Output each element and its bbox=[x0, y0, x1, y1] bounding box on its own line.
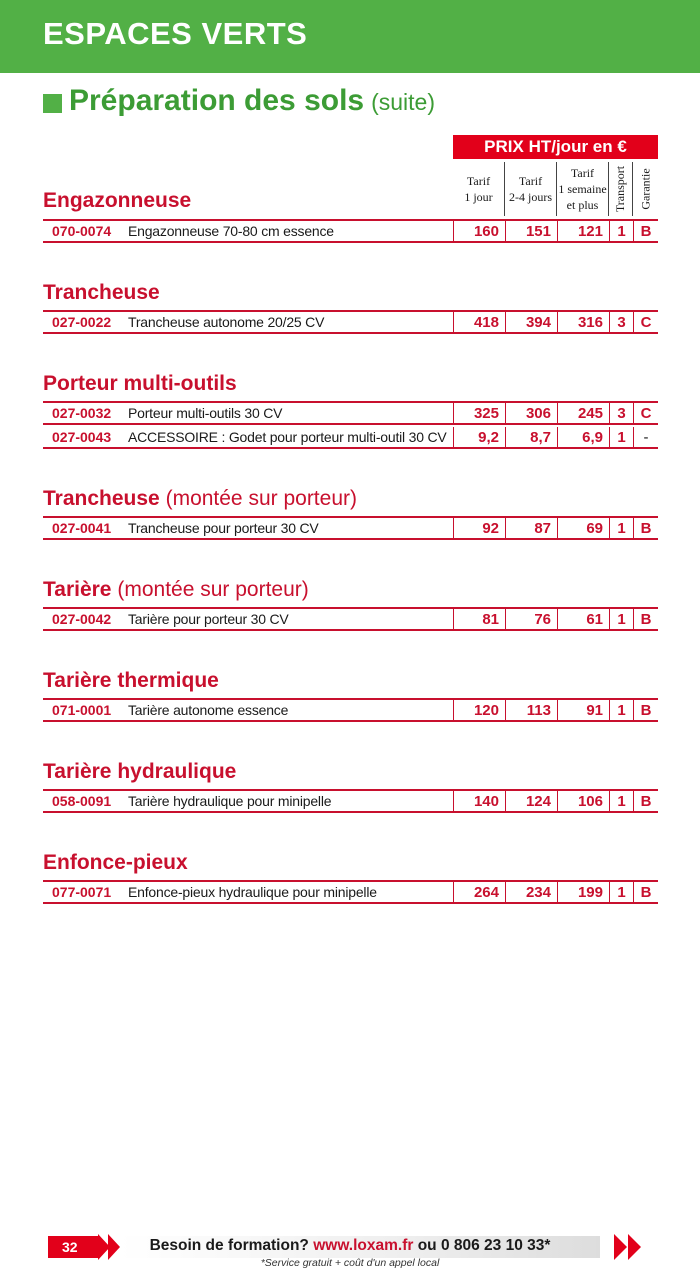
category-title bbox=[43, 669, 219, 693]
category-name: Tarière bbox=[43, 578, 112, 601]
col-transport-label: Transport bbox=[613, 165, 628, 213]
category-subtitle: (montée sur porteur) bbox=[117, 578, 309, 601]
col-tarif-semaine: Tarif 1 semaine et plus bbox=[557, 162, 609, 216]
product-code: 070-0074 bbox=[52, 223, 112, 239]
section-title bbox=[43, 84, 435, 118]
section-subtitle: (suite) bbox=[371, 89, 436, 115]
product-code: 027-0041 bbox=[52, 520, 112, 536]
garantie-value: B bbox=[633, 791, 658, 811]
transport-value: 1 bbox=[609, 427, 633, 447]
price-1-day: 140 bbox=[453, 791, 505, 811]
table-row bbox=[43, 427, 658, 449]
price-1-day: 418 bbox=[453, 312, 505, 332]
table-row bbox=[43, 516, 658, 540]
header-banner bbox=[0, 0, 700, 73]
garantie-value: B bbox=[633, 518, 658, 538]
garantie-value: C bbox=[633, 312, 658, 332]
garantie-value: B bbox=[633, 882, 658, 902]
col-garantie bbox=[633, 162, 658, 216]
section-main-title: Préparation des sols bbox=[69, 84, 365, 117]
table-row bbox=[43, 607, 658, 631]
transport-value: 1 bbox=[609, 700, 633, 720]
price-1-day: 264 bbox=[453, 882, 505, 902]
category-name: Enfonce-pieux bbox=[43, 851, 188, 874]
price-week: 6,9 bbox=[557, 427, 609, 447]
footer-phone: ou 0 806 23 10 33* bbox=[417, 1237, 551, 1254]
product-description: Tarière hydraulique pour minipelle bbox=[128, 793, 332, 809]
product-code: 071-0001 bbox=[52, 702, 112, 718]
product-description: Tarière autonome essence bbox=[128, 702, 289, 718]
product-description: Enfonce-pieux hydraulique pour minipelle bbox=[128, 884, 377, 900]
transport-value: 1 bbox=[609, 609, 633, 629]
category-title bbox=[43, 851, 188, 875]
price-2-4-days: 76 bbox=[505, 609, 557, 629]
price-2-4-days: 124 bbox=[505, 791, 557, 811]
page-number: 32 bbox=[48, 1236, 98, 1258]
price-2-4-days: 306 bbox=[505, 403, 557, 423]
product-code: 027-0032 bbox=[52, 405, 112, 421]
price-1-day: 92 bbox=[453, 518, 505, 538]
price-2-4-days: 234 bbox=[505, 882, 557, 902]
category-title bbox=[43, 372, 237, 396]
category-name: Porteur multi-outils bbox=[43, 372, 237, 395]
price-week: 106 bbox=[557, 791, 609, 811]
price-2-4-days: 113 bbox=[505, 700, 557, 720]
transport-value: 1 bbox=[609, 221, 633, 241]
table-row bbox=[43, 310, 658, 334]
category-name: Engazonneuse bbox=[43, 189, 192, 212]
table-row bbox=[43, 789, 658, 813]
table-row bbox=[43, 219, 658, 243]
price-2-4-days: 8,7 bbox=[505, 427, 557, 447]
price-1-day: 9,2 bbox=[453, 427, 505, 447]
category-name: Trancheuse bbox=[43, 281, 160, 304]
transport-value: 3 bbox=[609, 312, 633, 332]
product-code: 027-0022 bbox=[52, 314, 112, 330]
category-name: Tarière thermique bbox=[43, 669, 219, 692]
category-subtitle: (montée sur porteur) bbox=[165, 487, 357, 510]
price-1-day: 160 bbox=[453, 221, 505, 241]
category-title bbox=[43, 281, 160, 305]
transport-value: 1 bbox=[609, 518, 633, 538]
product-description: Porteur multi-outils 30 CV bbox=[128, 405, 283, 421]
garantie-value: B bbox=[633, 700, 658, 720]
price-week: 91 bbox=[557, 700, 609, 720]
product-description: ACCESSOIRE : Godet pour porteur multi-outil 30 CV bbox=[128, 429, 447, 445]
category-title bbox=[43, 760, 236, 784]
footer-note: *Service gratuit + coût d'un appel local bbox=[260, 1257, 440, 1269]
product-description: Tarière pour porteur 30 CV bbox=[128, 611, 289, 627]
category-name: Trancheuse bbox=[43, 487, 160, 510]
transport-value: 1 bbox=[609, 882, 633, 902]
product-description: Engazonneuse 70-80 cm essence bbox=[128, 223, 334, 239]
footer-text bbox=[0, 1236, 700, 1256]
price-week: 245 bbox=[557, 403, 609, 423]
category-title bbox=[43, 189, 191, 213]
price-2-4-days: 87 bbox=[505, 518, 557, 538]
category-title bbox=[43, 578, 309, 602]
product-description: Trancheuse pour porteur 30 CV bbox=[128, 520, 319, 536]
garantie-value: - bbox=[633, 427, 658, 447]
col-garantie-label: Garantie bbox=[638, 168, 653, 210]
price-2-4-days: 151 bbox=[505, 221, 557, 241]
garantie-value: B bbox=[633, 609, 658, 629]
price-1-day: 325 bbox=[453, 403, 505, 423]
product-code: 027-0042 bbox=[52, 611, 112, 627]
price-1-day: 120 bbox=[453, 700, 505, 720]
col-tarif-1-jour: Tarif 1 jour bbox=[453, 162, 505, 216]
garantie-value: C bbox=[633, 403, 658, 423]
price-week: 316 bbox=[557, 312, 609, 332]
category-name: Tarière hydraulique bbox=[43, 760, 237, 783]
table-row bbox=[43, 401, 658, 425]
square-bullet-icon bbox=[43, 94, 62, 113]
header-title: ESPACES VERTS bbox=[43, 16, 308, 51]
col-tarif-2-4-jours: Tarif 2-4 jours bbox=[505, 162, 557, 216]
footer-url-link[interactable]: www.loxam.fr bbox=[313, 1237, 414, 1254]
product-description: Trancheuse autonome 20/25 CV bbox=[128, 314, 325, 330]
product-code: 077-0071 bbox=[52, 884, 112, 900]
transport-value: 1 bbox=[609, 791, 633, 811]
garantie-value: B bbox=[633, 221, 658, 241]
transport-value: 3 bbox=[609, 403, 633, 423]
price-2-4-days: 394 bbox=[505, 312, 557, 332]
price-header: PRIX HT/jour en € bbox=[453, 135, 658, 159]
table-row bbox=[43, 698, 658, 722]
price-week: 69 bbox=[557, 518, 609, 538]
category-title bbox=[43, 487, 357, 511]
product-code: 027-0043 bbox=[52, 429, 112, 445]
price-week: 199 bbox=[557, 882, 609, 902]
price-week: 61 bbox=[557, 609, 609, 629]
footer-question: Besoin de formation? bbox=[149, 1237, 309, 1254]
price-week: 121 bbox=[557, 221, 609, 241]
col-transport bbox=[609, 162, 633, 216]
table-row bbox=[43, 880, 658, 904]
price-1-day: 81 bbox=[453, 609, 505, 629]
footer bbox=[0, 1228, 700, 1278]
product-code: 058-0091 bbox=[52, 793, 112, 809]
